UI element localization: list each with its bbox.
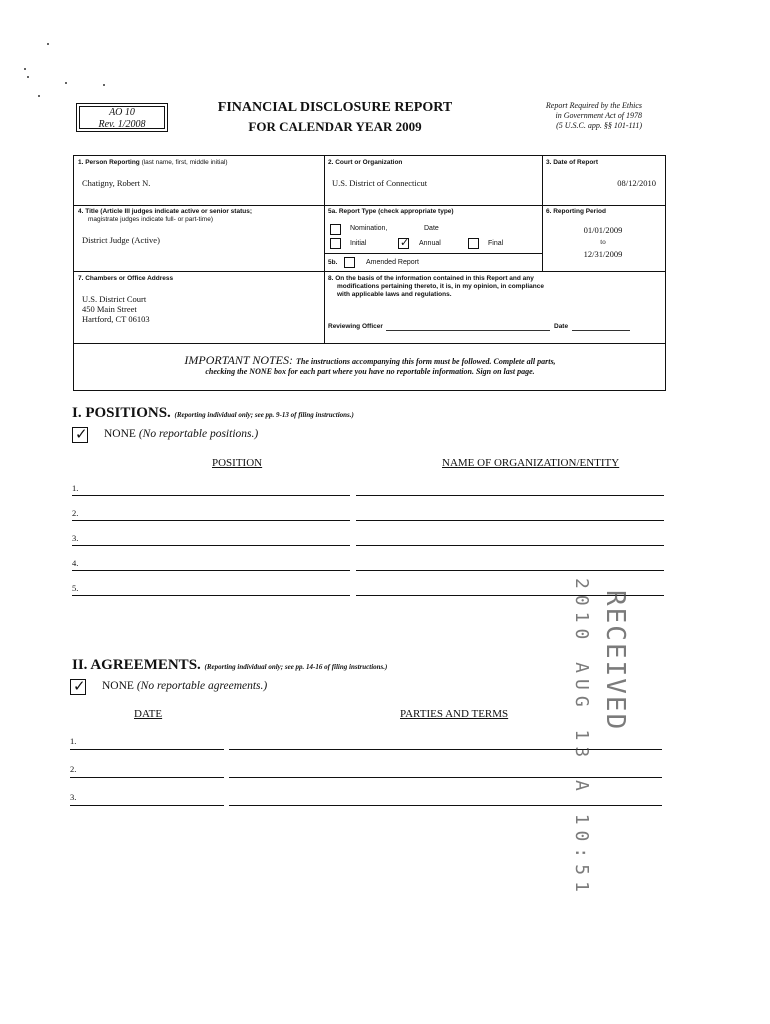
position-row-number: 1. (72, 483, 79, 493)
review-statement (328, 275, 544, 299)
label-text: 1. Person Reporting (78, 159, 140, 166)
scan-speck (65, 82, 67, 84)
organization-field-line[interactable] (356, 495, 664, 496)
statute-reference (516, 101, 642, 131)
agreement-row-number: 1. (70, 736, 77, 746)
position-column-header: POSITION (212, 457, 263, 469)
annual-checkbox[interactable] (398, 238, 409, 249)
agreements-none-checkbox[interactable] (70, 679, 86, 695)
section-note: (Reporting individual only; see pp. 14-16 of filing instructions.) (204, 663, 388, 671)
statute-line: in Government Act of 1978 (555, 111, 642, 120)
address-line: Hartford, CT 06103 (82, 314, 150, 324)
position-row-number: 5. (72, 583, 79, 593)
section-note: (Reporting individual only; see pp. 9-13 of filing instructions.) (174, 411, 354, 419)
scan-speck (38, 95, 40, 97)
positions-heading (72, 405, 354, 422)
organization-field-line[interactable] (356, 520, 664, 521)
position-row-number: 2. (72, 508, 79, 518)
date-field-line[interactable] (70, 805, 224, 806)
grid-rule (74, 343, 665, 344)
agreements-heading (72, 657, 387, 674)
agreement-row-number: 2. (70, 764, 77, 774)
statute-line: Report Required by the Ethics (545, 101, 642, 110)
organization-field-line[interactable] (356, 570, 664, 571)
notes-heading: IMPORTANT NOTES: (184, 353, 293, 367)
section-title: II. AGREEMENTS. (72, 657, 201, 673)
initial-label: Initial (350, 240, 367, 247)
grid-rule (324, 156, 325, 343)
reporting-period-values (546, 224, 660, 260)
address-line: U.S. District Court (82, 294, 147, 304)
reviewing-officer-line[interactable] (386, 330, 550, 331)
received-stamp-datetime: 2010 AUG 13 A 10:51 (571, 578, 592, 898)
title-label (78, 208, 252, 224)
nomination-label: Nomination, (350, 225, 388, 232)
positions-none-checkbox[interactable] (72, 427, 88, 443)
address-line: 450 Main Street (82, 304, 137, 314)
parties-column-header: PARTIES AND TERMS (400, 708, 509, 720)
organization-field-line[interactable] (356, 545, 664, 546)
section-title: I. POSITIONS. (72, 405, 171, 421)
grid-rule (324, 253, 542, 254)
period-to-word: to (600, 238, 606, 246)
agreements-none-label (102, 680, 267, 692)
organization-column-header: NAME OF ORGANIZATION/ENTITY (442, 457, 620, 469)
report-type-label: 5a. Report Type (check appropriate type) (328, 208, 454, 215)
agreement-row-number: 3. (70, 792, 77, 802)
important-notes (74, 353, 666, 368)
notes-line2: checking the NONE box for each part where you have no reportable information. Sign on last page. (205, 367, 535, 376)
position-field-line[interactable] (72, 495, 350, 496)
position-field-line[interactable] (72, 570, 350, 571)
none-text: (No reportable positions.) (138, 428, 259, 440)
label-line: magistrate judges indicate full- or part-time) (88, 216, 213, 223)
notes-line: The instructions accompanying this form must be followed. Complete all parts, (295, 357, 556, 366)
final-label: Final (488, 240, 504, 247)
positions-none-label (104, 428, 258, 440)
reporting-period-label: 6. Reporting Period (546, 208, 606, 215)
period-from[interactable]: 01/01/2009 (583, 225, 623, 235)
annual-label: Annual (419, 240, 441, 247)
position-field-line[interactable] (72, 520, 350, 521)
scan-speck (47, 43, 49, 45)
form-id-box (76, 103, 168, 132)
date-field-line[interactable] (70, 777, 224, 778)
address-value[interactable] (82, 294, 150, 324)
position-field-line[interactable] (72, 595, 350, 596)
nomination-checkbox[interactable] (330, 224, 341, 235)
review-date-label: Date (554, 323, 569, 330)
amended-prefix: 5b. (328, 259, 338, 266)
scan-speck (24, 68, 26, 70)
received-stamp: RECEIVED (600, 590, 630, 732)
none-text: (No reportable agreements.) (136, 680, 268, 692)
grid-rule (542, 156, 543, 271)
court-value[interactable]: U.S. District of Connecticut (332, 178, 428, 188)
amended-checkbox[interactable] (344, 257, 355, 268)
review-date-line[interactable] (572, 330, 630, 331)
position-row-number: 4. (72, 558, 79, 568)
form-revision: Rev. 1/2008 (98, 119, 146, 130)
position-row-number: 3. (72, 533, 79, 543)
none-word: NONE (104, 428, 136, 440)
grid-rule (74, 271, 324, 272)
person-reporting-label (78, 159, 228, 167)
grid-rule (324, 271, 665, 272)
statute-line: (5 U.S.C. app. §§ 101-111) (556, 121, 642, 130)
review-line: 8. On the basis of the information contained in this Report and any (328, 275, 534, 282)
parties-field-line[interactable] (229, 805, 662, 806)
none-word: NONE (102, 680, 134, 692)
address-label: 7. Chambers or Office Address (78, 275, 174, 282)
title-value[interactable]: District Judge (Active) (82, 235, 160, 245)
period-to[interactable]: 12/31/2009 (583, 249, 623, 259)
parties-field-line[interactable] (229, 749, 662, 750)
scan-speck (27, 76, 29, 78)
position-field-line[interactable] (72, 545, 350, 546)
form-id: AO 10 (109, 107, 135, 118)
label-hint: (last name, first, middle initial) (141, 159, 228, 166)
date-column-header: DATE (134, 708, 163, 720)
date-field-line[interactable] (70, 749, 224, 750)
amended-label: Amended Report (366, 259, 419, 266)
final-checkbox[interactable] (468, 238, 479, 249)
grid-rule (74, 205, 665, 206)
nomination-date-label: Date (424, 225, 439, 232)
parties-field-line[interactable] (229, 777, 662, 778)
report-title: FINANCIAL DISCLOSURE REPORT (217, 100, 453, 115)
review-line: with applicable laws and regulations. (337, 291, 452, 298)
court-label: 2. Court or Organization (328, 159, 403, 166)
date-of-report-value[interactable]: 08/12/2010 (617, 178, 656, 188)
label-line: 4. Title (Article III judges indicate active or senior status; (78, 208, 252, 215)
reviewing-officer-label: Reviewing Officer (328, 323, 383, 330)
initial-checkbox[interactable] (330, 238, 341, 249)
scan-speck (103, 84, 105, 86)
person-reporting-value[interactable]: Chatigny, Robert N. (82, 178, 151, 188)
review-line: modifications pertaining thereto, it is, in my opinion, in compliance (337, 283, 544, 290)
date-of-report-label: 3. Date of Report (546, 159, 599, 166)
report-subtitle: FOR CALENDAR YEAR 2009 (248, 119, 422, 134)
